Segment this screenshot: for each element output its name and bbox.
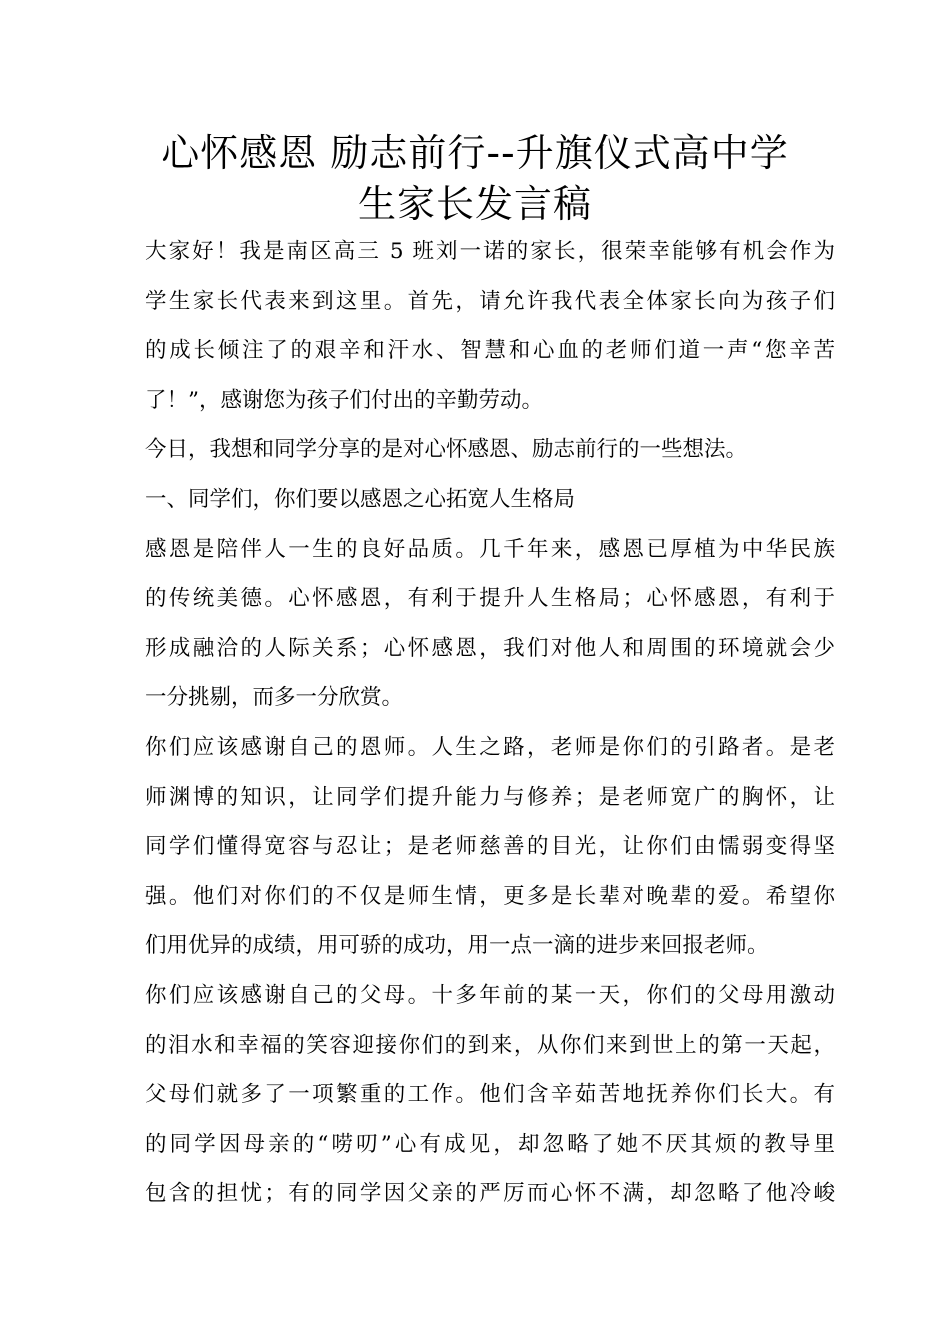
body-line: 你们应该感谢自己的恩师。人生之路，老师是你们的引路者。是老	[145, 734, 835, 760]
body-line: 包含的担忧；有的同学因父亲的严厉而心怀不满，却忽略了他冷峻	[145, 1181, 835, 1207]
body-line: 强。他们对你们的不仅是师生情，更多是长辈对晚辈的爱。希望你	[145, 883, 835, 909]
body-line: 形成融洽的人际关系；心怀感恩，我们对他人和周围的环境就会少	[145, 635, 835, 661]
body-line: 今日，我想和同学分享的是对心怀感恩、励志前行的一些想法。	[145, 437, 748, 463]
body-line: 的成长倾注了的艰辛和汗水、智慧和心血的老师们道一声“您辛苦	[145, 338, 835, 364]
document-body	[145, 227, 835, 1219]
body-line: 了！”，感谢您为孩子们付出的辛勤劳动。	[145, 387, 543, 413]
body-line: 师渊博的知识，让同学们提升能力与修养；是老师宽广的胸怀，让	[145, 784, 835, 810]
body-line: 们用优异的成绩，用可骄的成功，用一点一滴的进步来回报老师。	[145, 933, 769, 959]
body-line: 的传统美德。心怀感恩，有利于提升人生格局；心怀感恩，有利于	[145, 586, 835, 612]
body-line: 的泪水和幸福的笑容迎接你们的到来，从你们来到世上的第一天起，	[145, 1032, 835, 1058]
body-line: 父母们就多了一项繁重的工作。他们含辛茹苦地抚养你们长大。有	[145, 1082, 835, 1108]
title-line: 生家长发言稿	[357, 182, 592, 226]
body-line: 大家好！我是南区高三 5 班刘一诺的家长，很荣幸能够有机会作为	[145, 239, 835, 264]
body-line: 的同学因母亲的“唠叨”心有成见，却忽略了她不厌其烦的教导里	[145, 1131, 835, 1157]
body-line: 学生家长代表来到这里。首先，请允许我代表全体家长向为孩子们	[145, 288, 835, 314]
body-line: 感恩是陪伴人一生的良好品质。几千年来，感恩已厚植为中华民族	[145, 536, 835, 562]
body-line: 一分挑剔，而多一分欣赏。	[145, 685, 404, 711]
body-line: 你们应该感谢自己的父母。十多年前的某一天，你们的父母用激动	[145, 982, 835, 1008]
section-heading: 一、同学们，你们要以感恩之心拓宽人生格局	[145, 486, 576, 512]
document-title	[130, 128, 820, 230]
body-line: 同学们懂得宽容与忍让；是老师慈善的目光，让你们由懦弱变得坚	[145, 834, 835, 860]
title-line: 心怀感恩 励志前行--升旗仪式高中学	[161, 131, 789, 175]
